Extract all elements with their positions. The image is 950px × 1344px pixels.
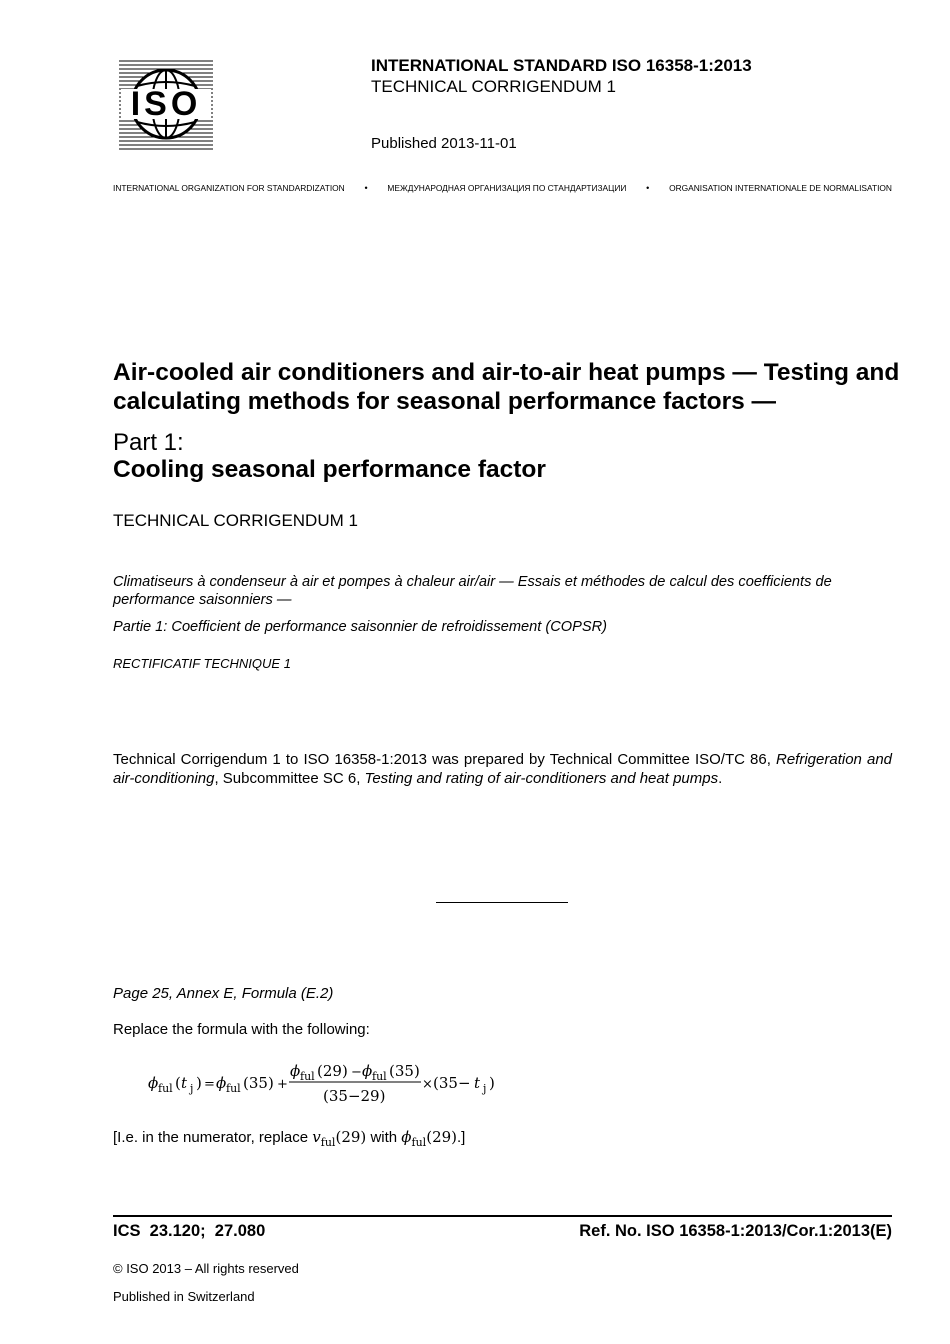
header-corrigendum: TECHNICAL CORRIGENDUM 1 [371,77,616,96]
formula-eq: = [204,1077,215,1092]
formula-phi: ϕ [290,1062,301,1080]
formula-graphic [148,1058,498,1110]
organization-line [113,183,892,193]
prep-text-1: Technical Corrigendum 1 to ISO 16358-1:2013 was prepared by Technical Committee ISO/TC 86, [113,751,776,768]
formula-phi: ϕ [216,1074,227,1092]
french-rectificatif: RECTIFICATIF TECHNIQUE 1 [113,656,291,671]
formula-num-35: (35) [389,1062,420,1080]
prep-text-2: , Subcommittee SC 6, [214,769,365,787]
prep-text-3: . [718,769,723,787]
formula-paren-open: ( [175,1074,181,1092]
correction-instruction: Replace the formula with the following: [113,1021,370,1038]
note-new-arg: (29) [426,1128,458,1146]
formula-minus: − [351,1065,362,1080]
note-new-sub: ful [411,1136,427,1149]
formula-t: t [181,1074,188,1092]
separator-bullet: • [364,183,368,193]
note-suffix: .] [457,1129,466,1146]
iso-logo-text: ISO [130,85,202,123]
org-name-russian: МЕЖДУНАРОДНАЯ ОРГАНИЗАЦИЯ ПО СТАНДАРТИЗАЦИИ [387,183,627,193]
formula-denominator: (35−29) [323,1087,386,1105]
preparation-paragraph [113,751,892,788]
published-date: Published 2013-11-01 [371,135,517,152]
section-divider [436,902,568,903]
formula-times: × [422,1077,433,1092]
formula-paren-close: ) [489,1074,495,1092]
formula-sub: ful [158,1082,173,1095]
formula-plus: + [277,1077,288,1092]
part-label: Part 1: [113,429,184,456]
separator-bullet: • [646,183,650,193]
org-name-english: INTERNATIONAL ORGANIZATION FOR STANDARDIZATION [113,183,345,193]
french-part-title: Partie 1: Coefficient de performance saisonnier de refroidissement (COPSR) [113,619,607,635]
iso-logo [117,58,215,150]
note-new-symbol: ϕ [401,1128,412,1146]
formula-rhs-35: (35) [243,1074,274,1092]
formula-sub: ful [372,1070,387,1083]
formula-sub: ful [300,1070,315,1083]
correction-note [113,1128,465,1149]
standard-title: INTERNATIONAL STANDARD ISO 16358-1:2013 [371,56,752,75]
org-name-french: ORGANISATION INTERNATIONALE DE NORMALISATION [669,183,892,193]
formula-phi: ϕ [362,1062,373,1080]
formula-sub-j: j [483,1082,487,1095]
note-old-arg: (29) [335,1128,367,1146]
formula-t: t [474,1074,481,1092]
note-old-term [312,1128,367,1149]
formula-phi: ϕ [148,1074,159,1092]
formula-paren-close: ) [196,1074,202,1092]
part-title: Cooling seasonal performance factor [113,456,546,483]
document-title: Air-cooled air conditioners and air-to-air heat pumps — Testing and calculating methods for seasonal performance factors — [113,359,900,415]
correction-location: Page 25, Annex E, Formula (E.2) [113,985,334,1002]
formula-num-29: (29) [317,1062,348,1080]
note-prefix: [I.e. in the numerator, replace [113,1129,309,1146]
subcommittee-name: Testing and rating of air-conditioners and heat pumps [364,769,719,787]
formula-tail-open: (35− [433,1074,471,1092]
note-old-symbol: v [312,1128,321,1146]
formula-sub-j: j [190,1082,194,1095]
ics-codes: ICS 23.120; 27.080 [113,1222,266,1240]
published-in: Published in Switzerland [113,1289,255,1304]
formula-sub: ful [226,1082,241,1095]
copyright-notice: © ISO 2013 – All rights reserved [113,1261,299,1276]
note-new-term [401,1128,458,1149]
committee-name: Refrigeration and air-conditioning [113,751,893,787]
french-title: Climatiseurs à condenseur à air et pompes à chaleur air/air — Essais et méthodes de calcul des coefficients de performance saisonniers — [113,574,832,608]
footer-rule [113,1215,892,1217]
note-old-sub: ful [320,1136,336,1149]
reference-number: Ref. No. ISO 16358-1:2013/Cor.1:2013(E) [579,1222,892,1240]
note-with: with [370,1129,398,1146]
corrigendum-label: TECHNICAL CORRIGENDUM 1 [113,511,358,530]
formula-e2 [148,1058,498,1110]
